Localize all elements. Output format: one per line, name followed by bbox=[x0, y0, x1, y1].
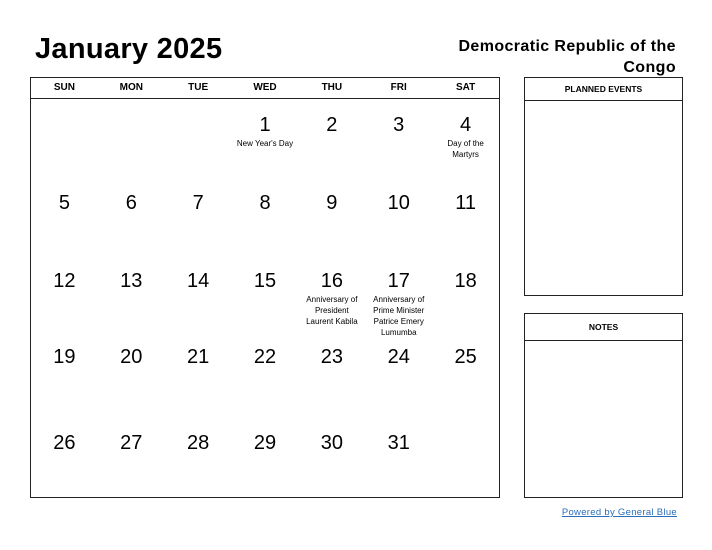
calendar-grid bbox=[30, 77, 500, 498]
holiday-label: Day of the Martyrs bbox=[447, 139, 484, 159]
day-cell bbox=[432, 255, 499, 331]
day-cell bbox=[232, 177, 299, 255]
day-cell bbox=[365, 177, 432, 255]
day-cell bbox=[365, 417, 432, 495]
holiday-label: Anniversary of President Laurent Kabila bbox=[306, 295, 358, 326]
day-cell bbox=[232, 99, 299, 177]
weekday-thu: THU bbox=[321, 82, 343, 93]
day-cell bbox=[298, 177, 365, 255]
calendar-week bbox=[31, 255, 499, 337]
day-cell bbox=[298, 255, 365, 331]
day-cell bbox=[31, 331, 98, 417]
day-cell bbox=[232, 331, 299, 417]
calendar-week bbox=[31, 99, 499, 177]
day-cell bbox=[232, 255, 299, 331]
day-number: 16 bbox=[320, 270, 343, 292]
day-cell bbox=[165, 177, 232, 255]
holiday-label: Anniversary of Prime Minister Patrice Emery Lumumba bbox=[373, 295, 425, 337]
day-number: 15 bbox=[253, 270, 277, 292]
planned-events-panel[interactable] bbox=[524, 77, 683, 296]
day-number: 14 bbox=[187, 270, 210, 292]
day-number: 8 bbox=[259, 192, 271, 214]
day-number: 11 bbox=[455, 192, 476, 214]
day-number: 23 bbox=[320, 346, 343, 368]
page-title: January 2025 bbox=[35, 33, 223, 65]
day-cell bbox=[365, 331, 432, 417]
day-number: 2 bbox=[326, 114, 338, 136]
day-number: 17 bbox=[387, 270, 410, 292]
day-cell bbox=[432, 99, 499, 177]
day-number: 13 bbox=[120, 270, 143, 292]
day-number: 7 bbox=[192, 192, 204, 214]
powered-by-link[interactable]: Powered by General Blue bbox=[561, 507, 677, 518]
day-number: 22 bbox=[253, 346, 277, 368]
day-cell bbox=[232, 417, 299, 495]
day-cell bbox=[365, 99, 432, 177]
day-cell bbox=[98, 255, 165, 331]
day-number: 9 bbox=[326, 192, 338, 214]
day-number: 21 bbox=[187, 346, 210, 368]
day-number: 27 bbox=[120, 432, 143, 454]
day-cell bbox=[165, 255, 232, 331]
weekday-tue: TUE bbox=[188, 82, 209, 93]
day-number: 12 bbox=[53, 270, 76, 292]
day-number: 31 bbox=[387, 432, 410, 454]
calendar-week bbox=[31, 177, 499, 255]
day-number: 26 bbox=[53, 432, 76, 454]
calendar-week bbox=[31, 417, 499, 495]
day-number: 29 bbox=[253, 432, 277, 454]
day-cell bbox=[165, 417, 232, 495]
day-cell bbox=[365, 255, 432, 337]
day-cell bbox=[98, 417, 165, 495]
day-number: 19 bbox=[53, 346, 76, 368]
weekday-wed: WED bbox=[253, 82, 277, 93]
day-cell bbox=[432, 417, 499, 495]
day-number bbox=[98, 99, 165, 114]
day-number: 3 bbox=[393, 114, 405, 136]
day-number: 6 bbox=[125, 192, 137, 214]
day-cell bbox=[31, 177, 98, 255]
day-number bbox=[31, 99, 98, 114]
day-cell bbox=[298, 99, 365, 177]
day-number: 18 bbox=[454, 270, 477, 292]
day-cell bbox=[31, 99, 98, 177]
day-cell bbox=[165, 99, 232, 177]
weekday-sun: SUN bbox=[53, 82, 75, 93]
day-cell bbox=[432, 177, 499, 255]
day-number: 1 bbox=[259, 114, 271, 136]
weekday-sat: SAT bbox=[455, 82, 476, 93]
day-number: 4 bbox=[460, 114, 472, 136]
day-cell bbox=[31, 417, 98, 495]
weekday-header-row bbox=[31, 78, 499, 99]
calendar-week bbox=[31, 331, 499, 417]
day-number: 30 bbox=[320, 432, 343, 454]
day-cell bbox=[98, 177, 165, 255]
day-number bbox=[432, 417, 499, 432]
holiday-label: New Year's Day bbox=[236, 139, 294, 148]
day-cell bbox=[31, 255, 98, 331]
day-cell bbox=[98, 99, 165, 177]
day-cell bbox=[165, 331, 232, 417]
planned-events-header: PLANNED EVENTS bbox=[525, 78, 682, 101]
day-number: 20 bbox=[120, 346, 143, 368]
day-number: 24 bbox=[387, 346, 410, 368]
day-cell bbox=[298, 417, 365, 495]
notes-header: NOTES bbox=[525, 314, 682, 341]
day-number: 28 bbox=[187, 432, 210, 454]
day-cell bbox=[432, 331, 499, 417]
day-cell bbox=[298, 331, 365, 417]
day-number: 5 bbox=[58, 192, 70, 214]
day-number: 25 bbox=[454, 346, 477, 368]
day-cell bbox=[98, 331, 165, 417]
weekday-fri: FRI bbox=[390, 82, 407, 93]
day-number bbox=[165, 99, 232, 114]
notes-panel[interactable] bbox=[524, 313, 683, 498]
day-number: 10 bbox=[387, 192, 410, 214]
calendar-weeks bbox=[31, 99, 499, 495]
weekday-mon: MON bbox=[119, 82, 143, 93]
country-name: Democratic Republic of the Congo bbox=[458, 38, 676, 76]
